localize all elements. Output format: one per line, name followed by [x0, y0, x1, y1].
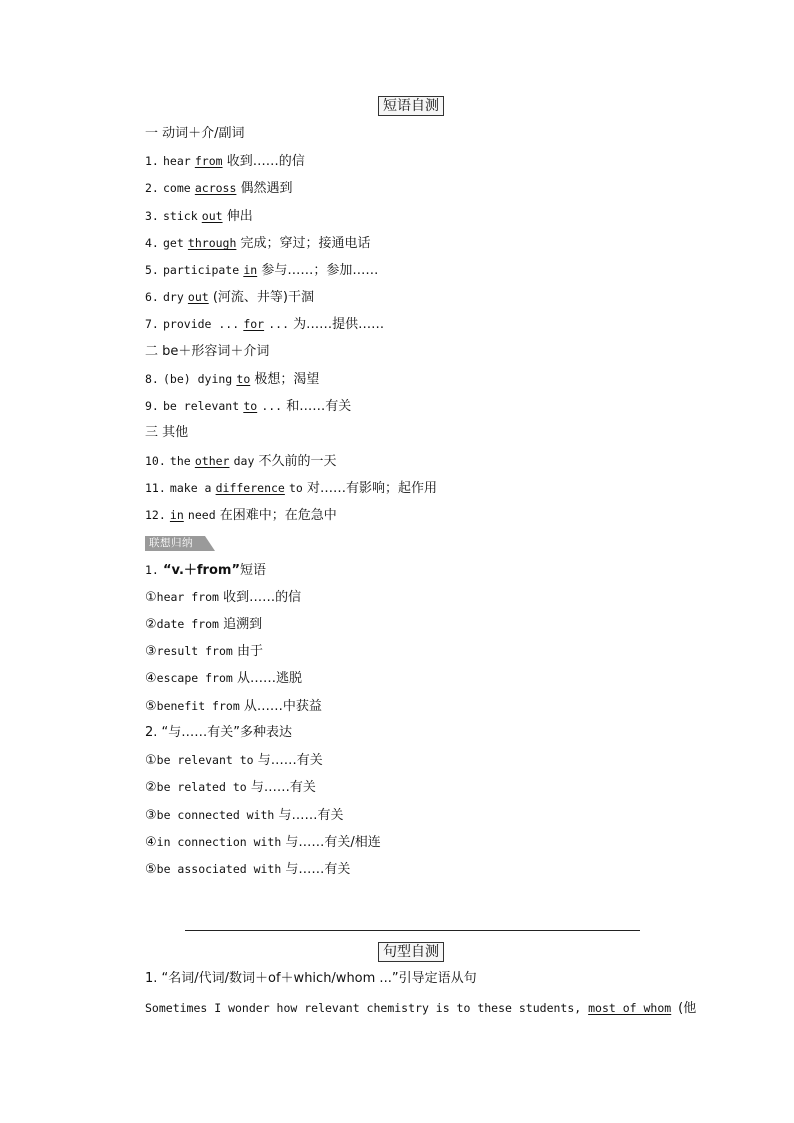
circled-number: ②: [145, 617, 157, 632]
summary-meaning: 收到……的信: [223, 590, 302, 605]
phrase-before: hear: [163, 154, 191, 168]
sentence-answer: most of whom: [588, 1001, 672, 1015]
phrase-item-3: [145, 207, 253, 226]
phrase-meaning: 和……有关: [286, 399, 352, 414]
phrase-answer: difference: [215, 481, 285, 495]
phrase-meaning: 参与……；参加……: [261, 263, 379, 278]
item-number: 6.: [145, 290, 159, 304]
group-heading-tail: 短语: [240, 563, 267, 578]
phrase-after: need: [187, 508, 216, 522]
phrase-before: stick: [163, 209, 198, 223]
phrase-meaning: 完成；穿过；接通电话: [240, 236, 371, 251]
phrase-item-11: [145, 479, 437, 498]
summary-meaning: 与……有关: [278, 808, 344, 823]
summary-phrase: date from: [156, 617, 219, 631]
summary-meaning: 与……有关: [250, 780, 316, 795]
section-title-phrase-test: 短语自测: [378, 96, 444, 116]
item-number: 4.: [145, 236, 159, 250]
phrase-after: ...: [268, 317, 290, 331]
phrase-meaning: 伸出: [226, 209, 253, 224]
phrase-meaning: 收到……的信: [226, 154, 305, 169]
summary-meaning: 由于: [236, 644, 263, 659]
phrase-item-9: [145, 397, 351, 416]
phrase-after: ...: [261, 399, 283, 413]
phrase-meaning: 极想；渴望: [254, 372, 320, 387]
circled-number: ②: [145, 780, 157, 795]
part3-heading: 三 其他: [145, 425, 189, 440]
phrase-after: to: [289, 481, 303, 495]
circled-number: ①: [145, 590, 157, 605]
summary-item: [145, 669, 302, 688]
phrase-item-1: [145, 152, 305, 171]
phrase-item-8: [145, 370, 319, 389]
summary-phrase: result from: [156, 644, 233, 658]
phrase-item-2: [145, 179, 293, 198]
phrase-item-5: [145, 261, 378, 280]
item-number: 10.: [145, 454, 166, 468]
phrase-before: dry: [163, 290, 184, 304]
phrase-after: day: [233, 454, 255, 468]
summary-meaning: 与……有关: [257, 753, 323, 768]
summary-item: [145, 860, 350, 879]
summary-phrase: be relevant to: [156, 753, 254, 767]
summary-item: [145, 588, 301, 607]
sentence-before: Sometimes I wonder how relevant chemistry is to these students,: [145, 1001, 582, 1015]
item-number: 9.: [145, 399, 159, 413]
circled-number: ④: [145, 671, 157, 686]
summary-tag: [145, 536, 215, 551]
circled-number: ③: [145, 644, 157, 659]
tag-label: 联想归纳: [149, 537, 193, 549]
summary-phrase: hear from: [156, 590, 219, 604]
item-number: 3.: [145, 209, 159, 223]
phrase-before: provide ...: [163, 317, 240, 331]
phrase-answer: out: [187, 290, 209, 304]
phrase-meaning: (河流、井等)干涸: [212, 290, 314, 305]
summary-phrase: be related to: [156, 780, 247, 794]
phrase-before: participate: [163, 263, 240, 277]
item-number: 8.: [145, 372, 159, 386]
phrase-before: come: [163, 181, 191, 195]
phrase-answer: for: [243, 317, 265, 331]
circled-number: ⑤: [145, 862, 157, 877]
phrase-answer: through: [187, 236, 237, 250]
summary-phrase: in connection with: [156, 835, 282, 849]
phrase-answer: from: [194, 154, 223, 168]
circled-number: ①: [145, 753, 157, 768]
item-number: 7.: [145, 317, 159, 331]
summary-phrase: be associated with: [156, 862, 282, 876]
phrase-meaning: 偶然遇到: [240, 181, 293, 196]
section-title-sentence-test: 句型自测: [378, 942, 444, 962]
phrase-before: get: [163, 236, 184, 250]
summary-meaning: 从……中获益: [243, 699, 322, 714]
summary-meaning: 与……有关/相连: [285, 835, 381, 850]
phrase-answer: to: [236, 372, 251, 386]
summary-phrase: escape from: [156, 671, 233, 685]
item-number: 11.: [145, 481, 166, 495]
summary-item: [145, 806, 344, 825]
phrase-before: be relevant: [163, 399, 240, 413]
example-sentence: [145, 999, 696, 1018]
section-divider: [185, 930, 640, 931]
phrase-before: make a: [169, 481, 212, 495]
summary-item: [145, 833, 381, 852]
phrase-item-7: [145, 315, 384, 334]
summary-group2-heading: 2. “与……有关”多种表达: [145, 725, 293, 740]
phrase-before: (be) dying: [163, 372, 233, 386]
phrase-meaning: 在困难中；在危急中: [219, 508, 337, 523]
phrase-meaning: 不久前的一天: [258, 454, 337, 469]
summary-item: [145, 751, 323, 770]
summary-group1-heading: [145, 561, 266, 580]
group-number: 1.: [145, 563, 159, 577]
phrase-item-10: [145, 452, 337, 471]
item-number: 12.: [145, 508, 166, 522]
phrase-answer: in: [169, 508, 184, 522]
phrase-meaning: 为……提供……: [293, 317, 385, 332]
item-number: 5.: [145, 263, 159, 277]
item-number: 1.: [145, 154, 159, 168]
item-number: 2.: [145, 181, 159, 195]
circled-number: ④: [145, 835, 157, 850]
phrase-answer: other: [194, 454, 230, 468]
summary-phrase: be connected with: [156, 808, 275, 822]
summary-meaning: 追溯到: [223, 617, 263, 632]
phrase-meaning: 对……有影响；起作用: [307, 481, 438, 496]
circled-number: ⑤: [145, 699, 157, 714]
phrase-answer: to: [243, 399, 258, 413]
phrase-answer: out: [201, 209, 223, 223]
part1-heading: 一 动词＋介/副词: [145, 126, 245, 141]
part2-heading: 二 be＋形容词＋介词: [145, 344, 270, 359]
summary-item: [145, 697, 322, 716]
phrase-item-6: [145, 288, 314, 307]
circled-number: ③: [145, 808, 157, 823]
summary-item: [145, 778, 316, 797]
phrase-answer: across: [194, 181, 237, 195]
summary-meaning: 与……有关: [285, 862, 351, 877]
sentence-pattern-heading: 1. “名词/代词/数词＋of＋which/whom ...”引导定语从句: [145, 971, 477, 986]
summary-phrase: benefit from: [156, 699, 240, 713]
phrase-answer: in: [243, 263, 258, 277]
summary-item: [145, 642, 263, 661]
summary-item: [145, 615, 262, 634]
summary-meaning: 从……逃脱: [236, 671, 302, 686]
phrase-item-12: [145, 506, 337, 525]
sentence-after: (他: [678, 1001, 697, 1016]
group-pattern: “v.＋from”: [163, 563, 240, 578]
phrase-item-4: [145, 234, 371, 253]
phrase-before: the: [169, 454, 191, 468]
